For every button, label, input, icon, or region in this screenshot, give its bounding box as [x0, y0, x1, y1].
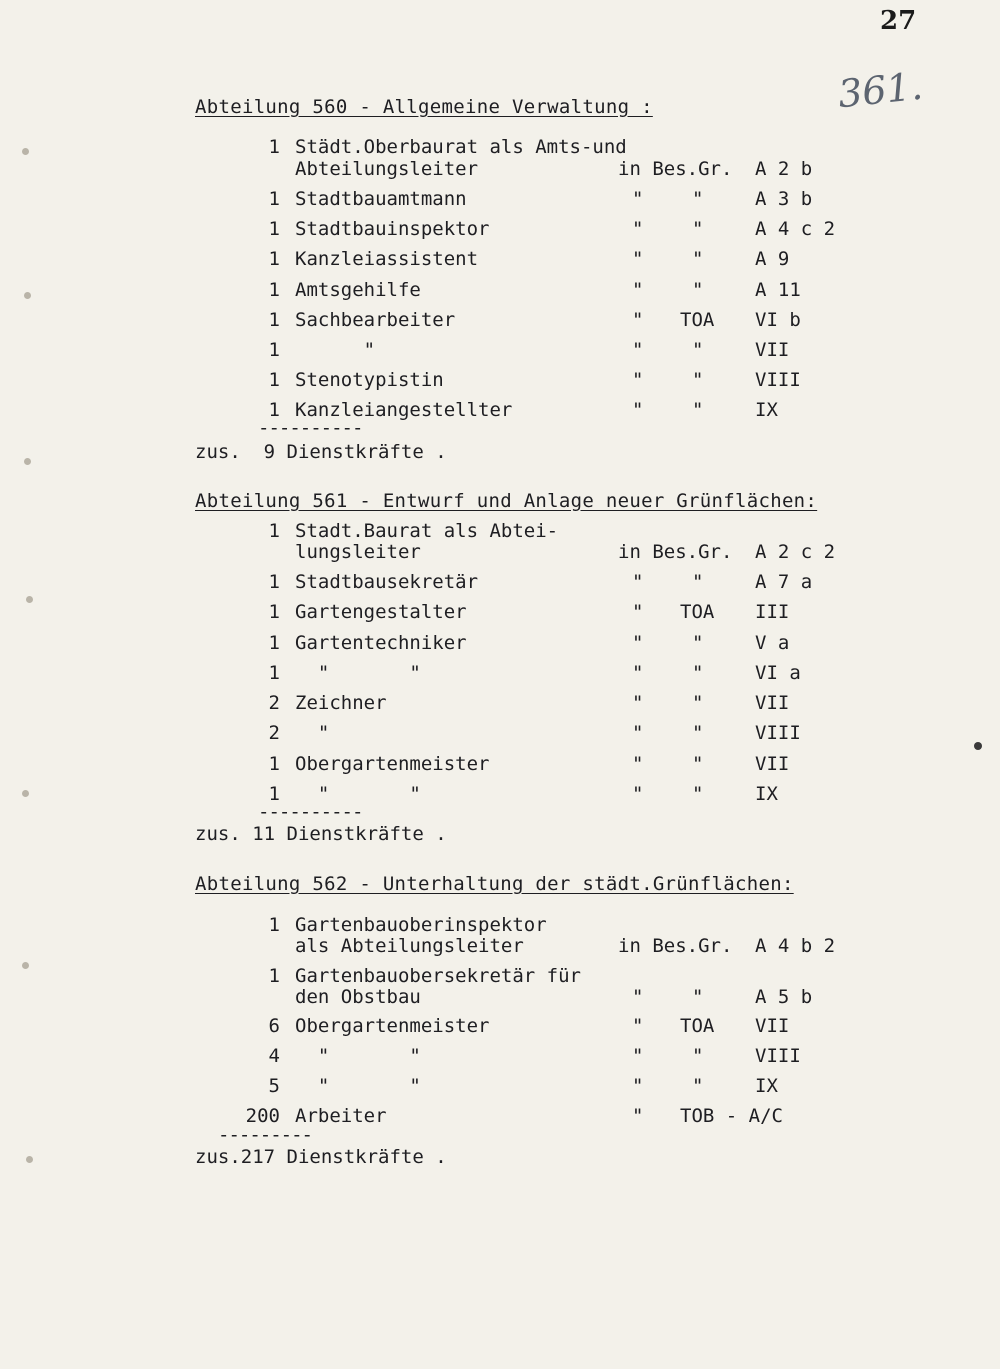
- row-pay-grade: A 4 c 2: [755, 218, 836, 240]
- row-description: " ": [295, 1075, 421, 1097]
- row-pay-grade: A 4 b 2: [755, 935, 836, 957]
- row-description: ": [295, 339, 376, 361]
- row-ditto-mark: ": [632, 279, 644, 301]
- section-heading-561: Abteilung 561 - Entwurf und Anlage neuer Grünflächen:: [195, 490, 818, 512]
- punch-hole-mark: [22, 790, 29, 797]
- row-description-continued: lungsleiter: [295, 541, 421, 563]
- row-ditto-mark: ": [632, 753, 644, 775]
- row-description: ": [295, 722, 330, 744]
- row-description: Obergartenmeister: [295, 753, 490, 775]
- row-ditto-mark: ": [632, 601, 644, 623]
- row-quantity: 1: [268, 369, 280, 391]
- row-quantity: 1: [268, 136, 280, 158]
- row-pay-grade: VIII: [755, 369, 801, 391]
- section-total: zus.217 Dienstkräfte .: [195, 1146, 447, 1168]
- row-ditto-mark: ": [632, 1045, 644, 1067]
- section-total: zus. 9 Dienstkräfte .: [195, 441, 447, 463]
- row-description: Städt.Oberbaurat als Amts-und: [295, 136, 627, 158]
- row-pay-grade: IX: [755, 783, 778, 805]
- row-ditto-mark: ": [692, 692, 704, 714]
- punch-hole-mark: [22, 962, 29, 969]
- row-pay-grade: VII: [755, 339, 790, 361]
- row-pay-group-label: in Bes.Gr.: [618, 935, 733, 957]
- row-description: Stadtbauinspektor: [295, 218, 490, 240]
- row-ditto-mark: ": [692, 399, 704, 421]
- row-ditto-mark: ": [692, 279, 704, 301]
- row-quantity: 1: [268, 601, 280, 623]
- sum-rule-line: ---------: [218, 1124, 312, 1146]
- row-quantity: 1: [268, 279, 280, 301]
- row-pay-grade: VII: [755, 692, 790, 714]
- punch-hole-mark: [26, 1156, 33, 1163]
- row-description: Obergartenmeister: [295, 1015, 490, 1037]
- row-description: Gartenbauobersekretär für: [295, 965, 581, 987]
- row-ditto-mark: ": [692, 632, 704, 654]
- punch-hole-mark: [22, 148, 29, 155]
- row-pay-grade: VI a: [755, 662, 801, 684]
- row-ditto-mark: ": [632, 783, 644, 805]
- row-tariff: TOA: [680, 309, 715, 331]
- row-ditto-mark: ": [632, 692, 644, 714]
- row-quantity: 1: [268, 339, 280, 361]
- row-pay-grade: A 7 a: [755, 571, 813, 593]
- row-quantity: 1: [268, 399, 280, 421]
- row-ditto-mark: ": [632, 399, 644, 421]
- row-description: Kanzleiassistent: [295, 248, 479, 270]
- row-description: " ": [295, 662, 421, 684]
- row-tariff: TOA: [680, 1015, 715, 1037]
- row-description: Amtsgehilfe: [295, 279, 421, 301]
- row-description: Gartentechniker: [295, 632, 467, 654]
- row-ditto-mark: ": [632, 662, 644, 684]
- row-description-continued: Abteilungsleiter: [295, 158, 479, 180]
- row-ditto-mark: ": [632, 309, 644, 331]
- row-quantity: 5: [268, 1075, 280, 1097]
- row-quantity: 1: [268, 783, 280, 805]
- row-quantity: 1: [268, 662, 280, 684]
- row-ditto-mark: ": [692, 753, 704, 775]
- row-description: Kanzleiangestellter: [295, 399, 513, 421]
- row-pay-grade: A 2 b: [755, 158, 813, 180]
- row-description: " ": [295, 783, 421, 805]
- row-pay-grade: VIII: [755, 722, 801, 744]
- row-ditto-mark: ": [692, 369, 704, 391]
- row-ditto-mark: ": [632, 986, 644, 1008]
- row-description: Zeichner: [295, 692, 387, 714]
- row-ditto-mark: ": [632, 188, 644, 210]
- row-tariff: TOB - A/C: [680, 1105, 783, 1127]
- row-ditto-mark: ": [692, 662, 704, 684]
- row-quantity: 2: [268, 692, 280, 714]
- row-ditto-mark: ": [692, 1045, 704, 1067]
- row-ditto-mark: ": [632, 369, 644, 391]
- row-ditto-mark: ": [632, 1075, 644, 1097]
- row-quantity: 4: [268, 1045, 280, 1067]
- row-quantity: 1: [268, 188, 280, 210]
- row-quantity: 2: [268, 722, 280, 744]
- row-ditto-mark: ": [632, 218, 644, 240]
- row-quantity: 1: [268, 632, 280, 654]
- row-ditto-mark: ": [632, 339, 644, 361]
- row-description: Stadtbausekretär: [295, 571, 479, 593]
- row-ditto-mark: ": [692, 339, 704, 361]
- row-ditto-mark: ": [692, 1075, 704, 1097]
- row-ditto-mark: ": [692, 188, 704, 210]
- row-ditto-mark: ": [632, 571, 644, 593]
- ink-dot-mark: [974, 742, 982, 750]
- row-description-continued: als Abteilungsleiter: [295, 935, 524, 957]
- row-pay-grade: A 5 b: [755, 986, 813, 1008]
- row-pay-grade: V a: [755, 632, 790, 654]
- row-ditto-mark: ": [692, 783, 704, 805]
- row-description: Stadt.Baurat als Abtei-: [295, 520, 559, 542]
- sum-rule-line: ----------: [258, 801, 363, 823]
- row-description: Sachbearbeiter: [295, 309, 456, 331]
- row-description: Gartengestalter: [295, 601, 467, 623]
- row-pay-grade: VIII: [755, 1045, 801, 1067]
- row-ditto-mark: ": [632, 722, 644, 744]
- row-ditto-mark: ": [632, 1015, 644, 1037]
- row-pay-grade: III: [755, 601, 790, 623]
- row-quantity: 6: [268, 1015, 280, 1037]
- row-pay-grade: A 9: [755, 248, 790, 270]
- section-total: zus. 11 Dienstkräfte .: [195, 823, 447, 845]
- row-quantity: 1: [268, 965, 280, 987]
- row-quantity: 1: [268, 914, 280, 936]
- punch-hole-mark: [24, 292, 31, 299]
- row-ditto-mark: ": [632, 1105, 644, 1127]
- row-pay-grade: VII: [755, 1015, 790, 1037]
- row-description: " ": [295, 1045, 421, 1067]
- section-heading-562: Abteilung 562 - Unterhaltung der städt.Grünflächen:: [195, 873, 794, 895]
- row-ditto-mark: ": [632, 248, 644, 270]
- row-quantity: 1: [268, 753, 280, 775]
- row-quantity: 1: [268, 520, 280, 542]
- row-pay-grade: A 2 c 2: [755, 541, 836, 563]
- row-quantity: 1: [268, 571, 280, 593]
- row-pay-group-label: in Bes.Gr.: [618, 158, 733, 180]
- row-pay-grade: A 3 b: [755, 188, 813, 210]
- row-ditto-mark: ": [692, 218, 704, 240]
- row-ditto-mark: ": [692, 571, 704, 593]
- row-pay-group-label: in Bes.Gr.: [618, 541, 733, 563]
- row-quantity: 1: [268, 309, 280, 331]
- row-tariff: TOA: [680, 601, 715, 623]
- handwritten-folio-number: 361.: [835, 63, 925, 117]
- row-quantity: 1: [268, 218, 280, 240]
- row-description-continued: den Obstbau: [295, 986, 421, 1008]
- row-description: Gartenbauoberinspektor: [295, 914, 547, 936]
- row-quantity: 1: [268, 248, 280, 270]
- row-ditto-mark: ": [692, 248, 704, 270]
- punch-hole-mark: [24, 458, 31, 465]
- row-description: Arbeiter: [295, 1105, 387, 1127]
- row-description: Stenotypistin: [295, 369, 444, 391]
- sum-rule-line: ----------: [258, 417, 363, 439]
- row-ditto-mark: ": [692, 986, 704, 1008]
- row-ditto-mark: ": [692, 722, 704, 744]
- row-pay-grade: A 11: [755, 279, 801, 301]
- row-ditto-mark: ": [632, 632, 644, 654]
- row-pay-grade: IX: [755, 399, 778, 421]
- row-quantity: 200: [245, 1105, 280, 1127]
- row-pay-grade: IX: [755, 1075, 778, 1097]
- row-pay-grade: VI b: [755, 309, 801, 331]
- punch-hole-mark: [26, 596, 33, 603]
- page-number: 27: [880, 6, 917, 36]
- section-heading-560: Abteilung 560 - Allgemeine Verwaltung :: [195, 96, 653, 118]
- row-description: Stadtbauamtmann: [295, 188, 467, 210]
- row-pay-grade: VII: [755, 753, 790, 775]
